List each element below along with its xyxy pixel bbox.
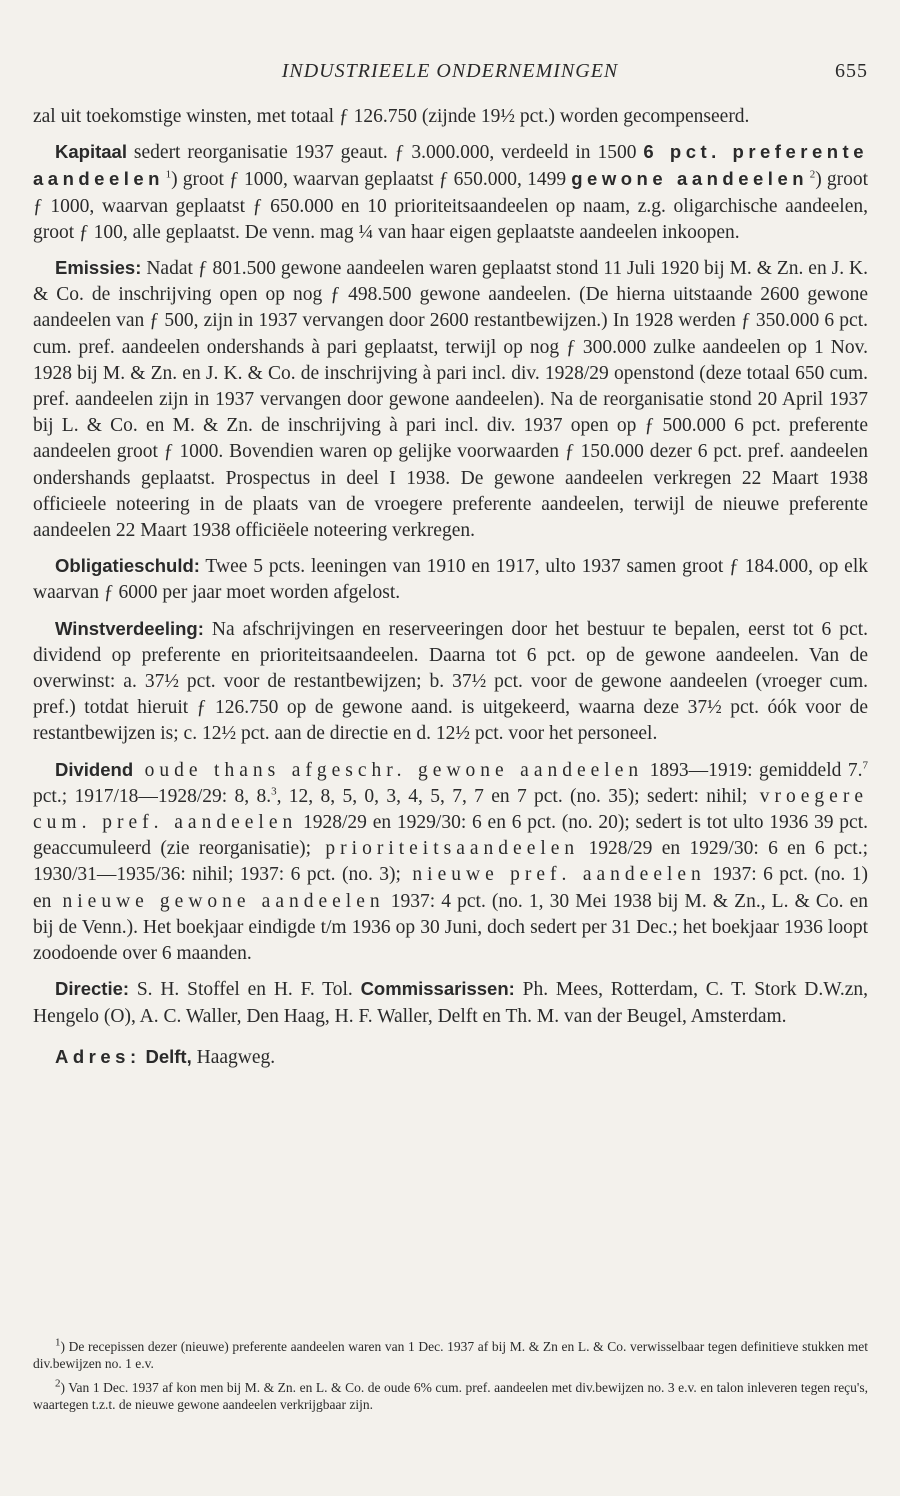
paragraph-directie [33,976,868,1029]
kapitaal-text-1: sedert reorganisatie 1937 geaut. ƒ 3.000.000, verdeeld in 1500 [126,142,644,164]
body-text [33,104,868,1080]
intro-text: zal uit toekomstige winsten, met totaal ƒ 126.750 (zijnde 19½ pct.) worden gecompenseerd. [33,106,750,127]
footnote-ref-2: 2 [809,168,816,181]
preferente-aandeelen-label: 6 pct. preferente aandeelen [33,141,868,190]
dividend-text-6: 1937: 6 pct. (no. 1) en [33,864,868,912]
emissies-heading: Emissies: [55,257,142,279]
page-number: 655 [835,60,868,82]
dividend-spaced-4: nieuwe pref. aandeelen [400,864,706,886]
dividend-sup-2: 3 [271,785,277,798]
directie-heading: Directie: [55,978,130,1000]
footnote-ref-1: 1 [165,168,172,181]
paragraph-emissies [33,255,868,544]
directie-text: S. H. Stoffel en H. F. Tol. [129,979,353,1001]
winstverdeeling-text: Na afschrijvingen en reserveeringen door het bestuur te bepalen, eerst tot 6 pct. dividend op preferente en prioriteitsaandeelen. Daarna tot 6 pct. op de gewone aandeelen. Van de overwinst: a. 37½ pct. voor de restantbewijzen; b. 37½ pct. voor de gewone aandeelen (vroeger cum. pref.) totdat hieruit ƒ 126.750 op de gewone aand. is uitgekeerd, waarna deze 37½ pct. óók voor de restantbewijzen is; c. 12½ pct. aan de directie en d. 12½ pct. voor het personeel. [33,618,868,745]
commissarissen-heading: Commissarissen: [360,978,515,1000]
commissarissen-text: Ph. Mees, Rotterdam, C. T. Stork D.W.zn, Hengelo (O), A. C. Waller, Den Haag, H. F. Waller, Delft en Th. M. van der Beugel, Amsterdam. [33,979,868,1027]
footnotes [33,1338,868,1420]
gewone-aandeelen-label: gewone aandeelen [571,168,809,190]
paragraph-adres [33,1044,868,1071]
paragraph-intro [33,104,868,130]
dividend-spaced-3: prioriteitsaandeelen [311,838,580,860]
adres-heading: Adres: [55,1045,141,1067]
dividend-heading: Dividend [55,758,134,780]
paragraph-winstverdeeling [33,616,868,748]
dividend-spaced-1: oude thans afgeschr. gewone aandeelen [133,759,644,781]
dividend-text-5: 1928/29 en 1929/30: 6 en 6 pct.; 1930/31—1935/36: nihil; 1937: 6 pct. (no. 3); [33,838,868,886]
dividend-text-2: pct.; 1917/18—1928/29: 8, 8. [33,785,272,807]
running-title: INDUSTRIEELE ONDERNEMINGEN [281,60,619,82]
dividend-spaced-2: vroegere cum. pref. aandeelen [33,785,868,834]
kapitaal-heading: Kapitaal [55,141,127,163]
adres-street: Haagweg. [191,1046,276,1068]
dividend-spaced-5: nieuwe gewone aandeelen [51,890,385,912]
paragraph-obligatieschuld [33,553,868,606]
footnote-2-mark: 2 [55,1377,61,1390]
dividend-text-4: 1928/29 en 1929/30: 6 en 6 pct. (no. 20); sedert is tot ulto 1936 39 pct. geaccumuleerd (zie reorganisatie); [33,812,868,860]
running-header [0,60,900,90]
winstverdeeling-heading: Winstverdeeling: [55,617,204,639]
dividend-sup-1: 7 [862,759,869,772]
dividend-text-7: 1937: 4 pct. (no. 1, 30 Mei 1938 bij M. & Zn., L. & Co. en bij de Venn.). Het boekjaar eindigde t/m 1936 op 30 Juni, doch sedert per 31 Dec.; het boekjaar 1936 loopt zoodoende over 6 maanden. [33,890,868,965]
obligatieschuld-text: Twee 5 pcts. leeningen van 1910 en 1917, ulto 1937 samen groot ƒ 184.000, op elk waarvan ƒ 6000 per jaar moet worden afgelost. [33,556,868,604]
footnote-1-mark: 1 [55,1336,61,1349]
footnote-1 [33,1338,868,1372]
paragraph-kapitaal [33,139,868,246]
kapitaal-text-2: ) groot ƒ 1000, waarvan geplaatst ƒ 650.000, 1499 [171,169,572,191]
footnote-2 [33,1379,868,1413]
footnote-2-text: ) Van 1 Dec. 1937 af kon men bij M. & Zn. en L. & Co. de oude 6% cum. pref. aandeelen met div.bewijzen no. 3 e.v. en talon inleveren tegen reçu's, waartegen t.z.t. de nieuwe gewone aandeelen verkrijgbaar zijn. [33,1380,868,1412]
footnote-1-text: ) De recepissen dezer (nieuwe) preferente aandeelen waren van 1 Dec. 1937 af bij M. & Zn en L. & Co. verwisselbaar tegen definitieve stukken met div.bewijzen no. 1 e.v. [33,1339,868,1371]
obligatieschuld-heading: Obligatieschuld: [55,555,200,577]
dividend-text-3: , 12, 8, 5, 0, 3, 4, 5, 7, 7 en 7 pct. (no. 35); sedert: nihil; [276,785,748,807]
emissies-text: Nadat ƒ 801.500 gewone aandeelen waren geplaatst stond 11 Juli 1920 bij M. & Zn. en J. K. & Co. de inschrijving open op nog ƒ 498.500 gewone aandeelen. (De hierna uitstaande 2600 gewone aandeelen van ƒ 500, zijn in 1937 vervangen door 2600 restantbewijzen.) In 1928 werden ƒ 350.000 6 pct. cum. pref. aandeelen ondershands à pari geplaatst, terwijl op nog ƒ 300.000 zulke aandeelen op 1 Nov. 1928 bij M. & Zn. en J. K. & Co. de inschrijving à pari incl. div. 1928/29 openstond (deze totaal 650 cum. pref. aandeelen zijn in 1937 vervangen door gewone aandeelen). Na de reorganisatie stond 20 April 1937 bij L. & Co. en M. & Zn. de inschrijving à pari incl. div. 1937 open op ƒ 500.000 6 pct. preferente aandeelen groot ƒ 1000. Bovendien waren op gelijke voorwaarden ƒ 150.000 dezer 6 pct. pref. aandeelen ondershands geplaatst. Prospectus in deel I 1938. De gewone aandeelen verkregen 22 Maart 1938 officieele noteering in de plaats van de vroegere preferente aandeelen, terwijl de nieuwe preferente aandeelen 22 Maart 1938 officiëele noteering verkregen. [33,258,868,542]
dividend-text-1: 1893—1919: gemiddeld 7. [643,759,863,781]
kapitaal-text-3: ) groot ƒ 1000, waarvan geplaatst ƒ 650.000 en 10 prioriteitsaandeelen op naam, z.g. oligarchische aandeelen, groot ƒ 100, alle geplaatst. De venn. mag ¼ van haar eigen geplaatste aandeelen inkoopen. [33,169,869,243]
adres-city: Delft, [145,1045,192,1067]
paragraph-dividend [33,757,868,968]
